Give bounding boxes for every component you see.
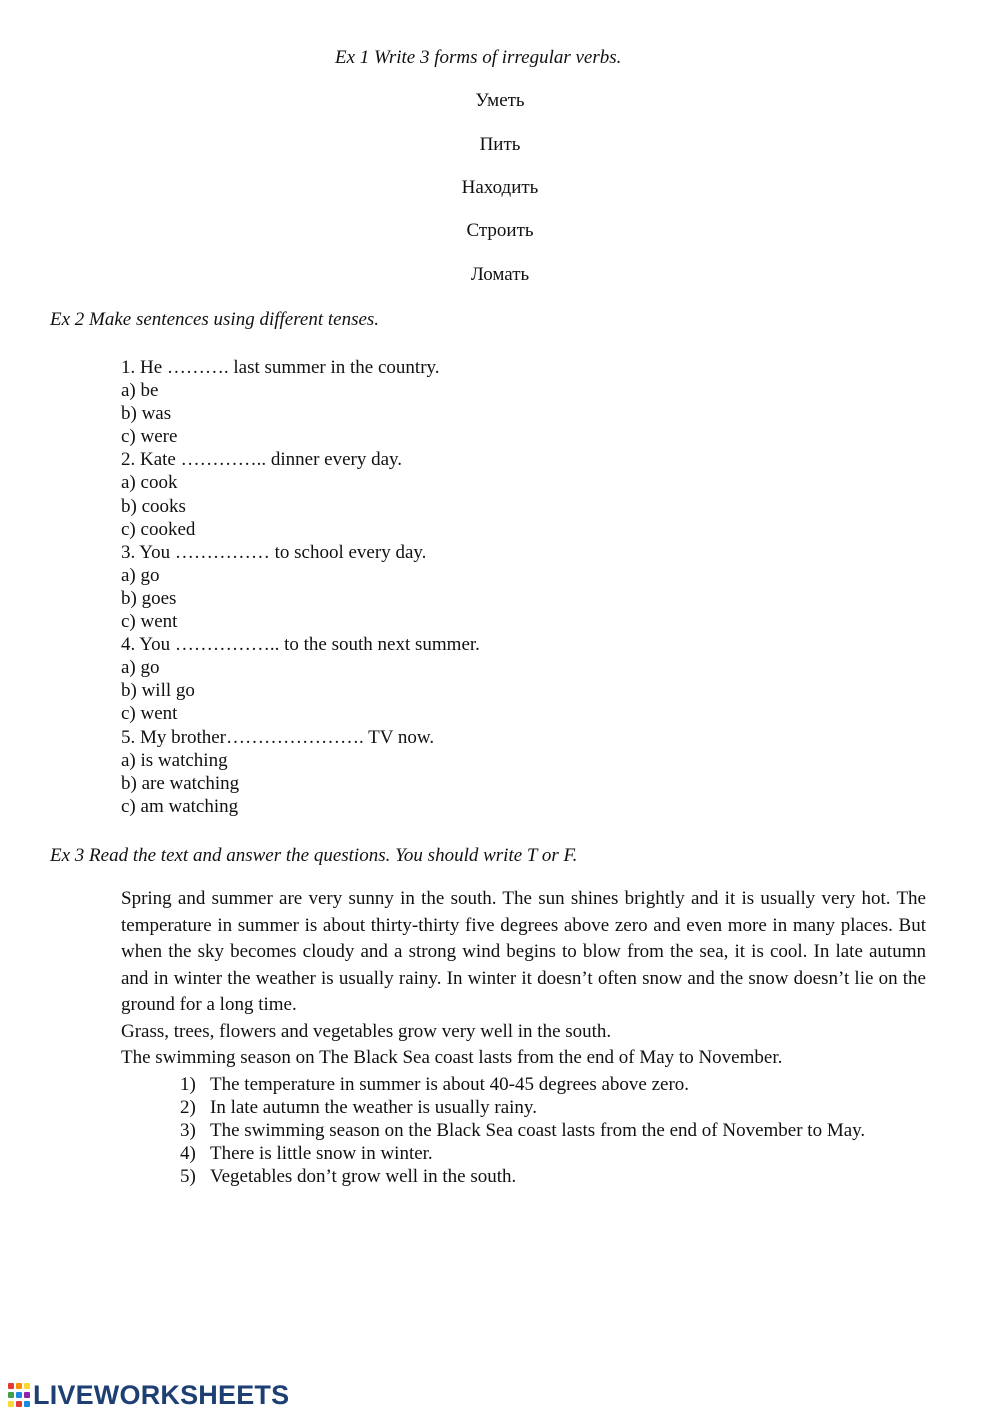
ex2-option[interactable]: b) will go xyxy=(121,680,195,702)
ex2-option[interactable]: b) are watching xyxy=(121,772,240,794)
logo-square xyxy=(16,1383,22,1389)
logo-text: LIVEWORKSHEETS xyxy=(33,1379,290,1410)
ex2-option[interactable]: c) were xyxy=(121,426,178,448)
logo-square xyxy=(24,1383,30,1389)
ex2-option[interactable]: b) cooks xyxy=(121,495,186,517)
ex2-option[interactable]: c) went xyxy=(121,611,178,633)
verb-2: Пить xyxy=(479,134,521,155)
item-text: There is little snow in winter. xyxy=(210,1143,433,1165)
verb-5: Ломать xyxy=(470,264,530,285)
item-text: The swimming season on the Black Sea coast lasts from the end of November to May. xyxy=(210,1120,866,1142)
logo-square xyxy=(16,1401,22,1407)
liveworksheets-logo-icon xyxy=(8,1383,30,1407)
ex2-title: Ex 2 Make sentences using different tenses. xyxy=(50,309,380,330)
true-false-item[interactable] xyxy=(180,1165,865,1188)
logo-square xyxy=(8,1383,14,1389)
item-number: 4) xyxy=(180,1143,196,1165)
ex2-option[interactable]: b) was xyxy=(121,403,172,425)
ex3-title: Ex 3 Read the text and answer the questions. You should write T or F. xyxy=(50,845,578,866)
ex1-title: Ex 1 Write 3 forms of irregular verbs. xyxy=(335,47,622,68)
true-false-list xyxy=(180,1073,865,1188)
item-text: In late autumn the weather is usually rainy. xyxy=(210,1097,537,1119)
logo-square xyxy=(8,1401,14,1407)
logo-square xyxy=(24,1392,30,1398)
liveworksheets-logo[interactable] xyxy=(8,1378,289,1412)
true-false-item[interactable] xyxy=(180,1142,865,1165)
ex2-question: 4. You …………….. to the south next summer. xyxy=(121,634,480,656)
true-false-item[interactable] xyxy=(180,1119,865,1142)
true-false-item[interactable] xyxy=(180,1073,865,1096)
verb-1: Уметь xyxy=(475,90,525,111)
ex2-option[interactable]: a) go xyxy=(121,564,160,586)
ex2-option[interactable]: a) cook xyxy=(121,472,178,494)
verb-3: Находить xyxy=(461,177,539,198)
item-number: 1) xyxy=(180,1074,196,1095)
item-number: 2) xyxy=(180,1097,196,1119)
item-text: The temperature in summer is about 40-45 degrees above zero. xyxy=(210,1074,690,1095)
item-text: Vegetables don’t grow well in the south. xyxy=(210,1166,517,1188)
true-false-item[interactable] xyxy=(180,1096,865,1119)
item-number: 5) xyxy=(180,1166,196,1188)
reading-paragraph: The swimming season on The Black Sea coast lasts from the end of May to November. xyxy=(121,1047,783,1068)
ex2-option[interactable]: a) go xyxy=(121,657,160,679)
ex2-option[interactable]: c) am watching xyxy=(121,795,239,817)
reading-paragraph: Grass, trees, flowers and vegetables grow very well in the south. xyxy=(121,1020,612,1042)
ex2-option[interactable]: a) is watching xyxy=(121,749,228,771)
reading-text xyxy=(121,886,926,1072)
ex2-option[interactable]: c) cooked xyxy=(121,518,196,540)
ex2-question: 5. My brother…………………. TV now. xyxy=(121,726,435,748)
ex2-question: 1. He ………. last summer in the country. xyxy=(121,357,440,378)
reading-paragraph: Spring and summer are very sunny in the south. The sun shines brightly and it is usually very hot. The temperature in summer is about thirty-thirty five degrees above zero and even more in many places. But when the sky becomes cloudy and a strong wind begins to blow from the sea, it is cool. In late autumn and in winter the weather is usually rainy. In winter it doesn’t often snow and the snow doesn’t lie on the ground for a long time. xyxy=(121,888,926,1015)
verb-4: Строить xyxy=(466,220,534,241)
logo-square xyxy=(8,1392,14,1398)
ex2-question: 2. Kate ………….. dinner every day. xyxy=(121,449,403,471)
logo-square xyxy=(16,1392,22,1398)
ex2-question-list xyxy=(121,356,480,818)
ex2-question: 3. You …………… to school every day. xyxy=(121,541,427,563)
ex2-option[interactable]: a) be xyxy=(121,380,159,402)
item-number: 3) xyxy=(180,1120,196,1142)
logo-square xyxy=(24,1401,30,1407)
ex2-option[interactable]: b) goes xyxy=(121,587,177,609)
ex2-option[interactable]: c) went xyxy=(121,703,178,725)
